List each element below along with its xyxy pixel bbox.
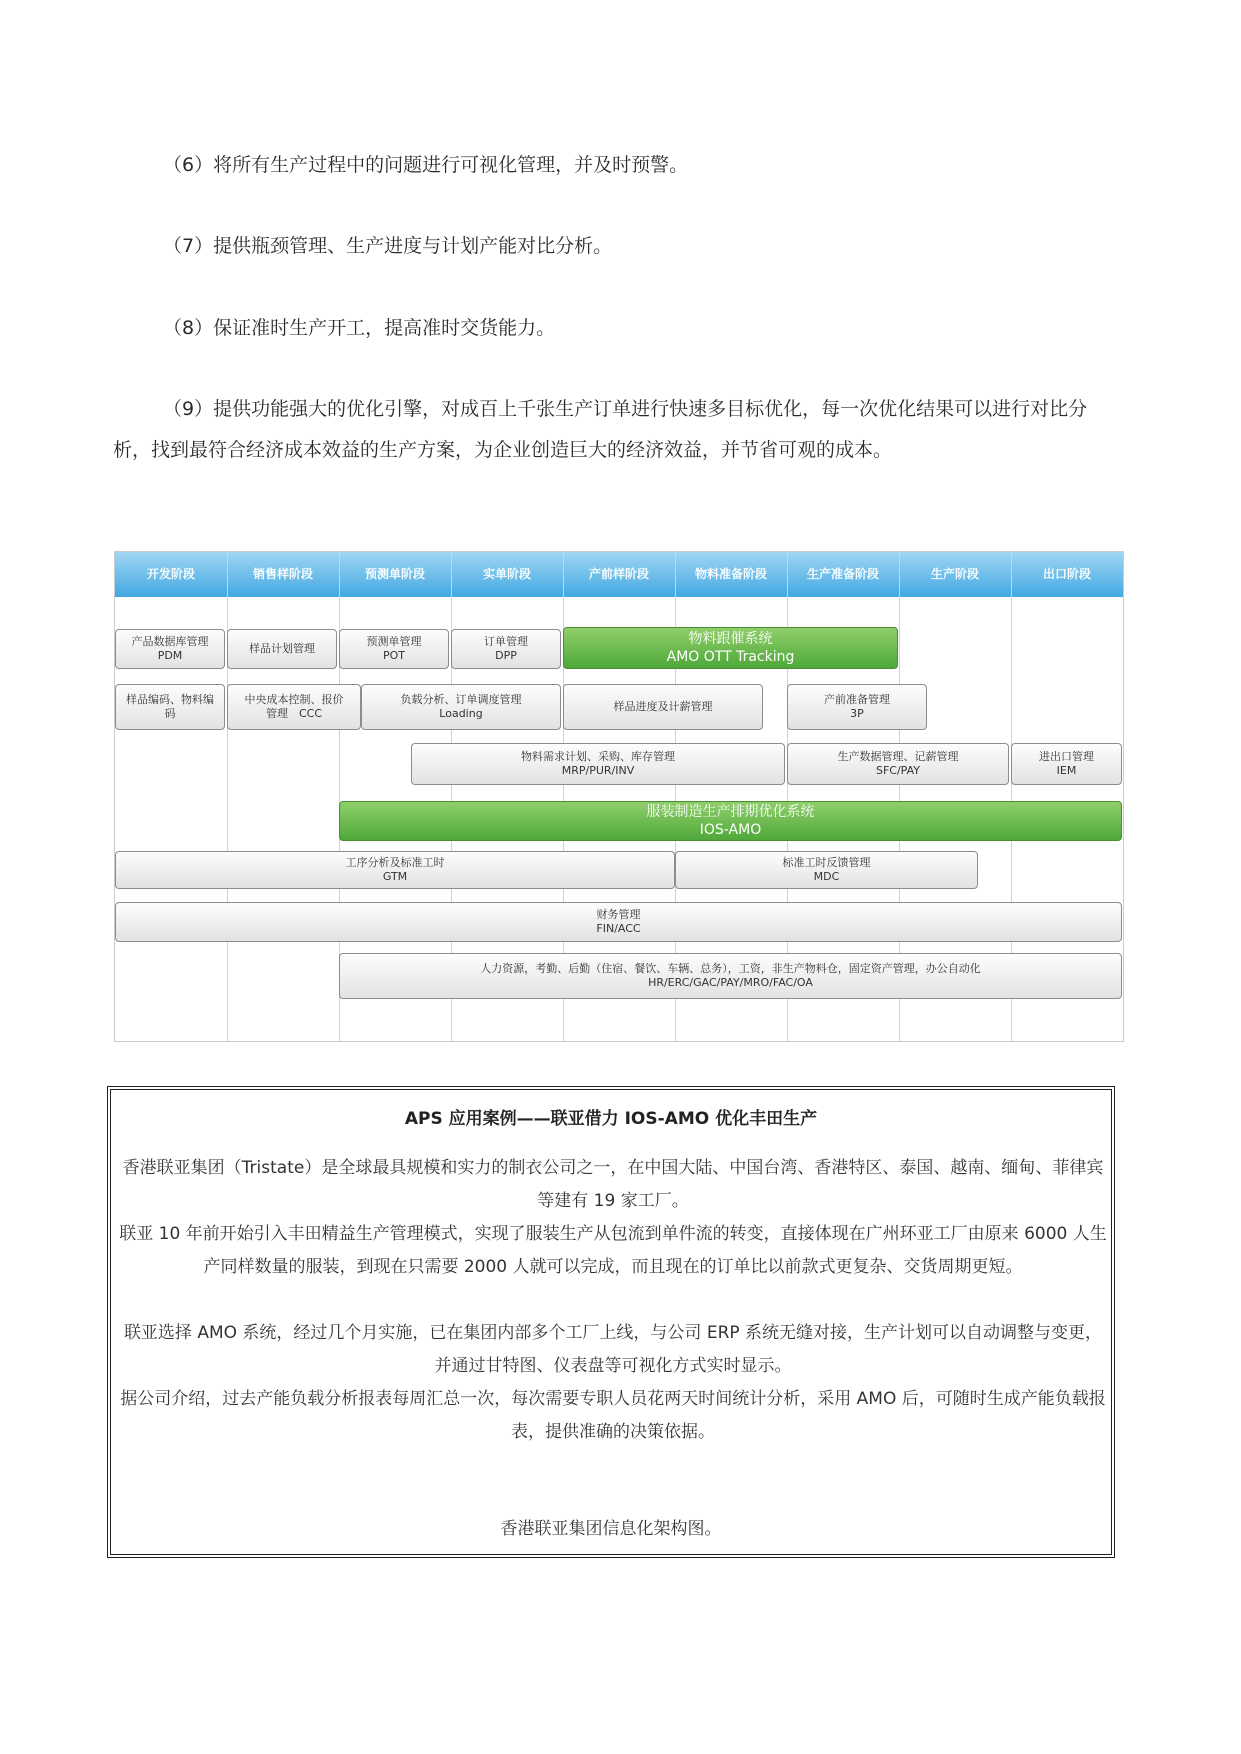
- it-architecture-diagram: [114, 551, 1124, 1042]
- module-name: 服装制造生产排期优化系统: [646, 804, 815, 820]
- module-code: POT: [382, 649, 405, 662]
- module-code: IEM: [1056, 764, 1077, 777]
- module-ott-tracking: [563, 627, 898, 669]
- module-code: FIN/ACC: [596, 922, 641, 935]
- module-pot: [339, 629, 449, 669]
- module-name: 标准工时反馈管理: [782, 856, 871, 869]
- module-code: MDC: [813, 870, 840, 883]
- module-sample-progress: [563, 684, 763, 730]
- case-paragraph: 联亚 10 年前开始引入丰田精益生产管理模式，实现了服装生产从包流到单件流的转变，直接体现在广州环亚工厂由原来 6000 人生产同样数量的服装，到现在只需要 2000 人就可以完成，而且现在的订单比以前款式更复杂、交货周期更短。: [119, 1224, 1107, 1277]
- module-mrp: [411, 743, 785, 785]
- module-name: 进出口管理: [1039, 750, 1094, 763]
- module-mdc: [675, 851, 978, 889]
- module-name: 负载分析、订单调度管理: [400, 693, 522, 706]
- module-name: 中央成本控制、报价: [244, 693, 344, 706]
- module-pre-production: [787, 684, 927, 730]
- module-code: 3P: [850, 707, 864, 720]
- module-dpp: [451, 629, 561, 669]
- module-code: GTM: [382, 870, 408, 883]
- stage-label: 生产阶段: [930, 567, 979, 581]
- module-name: 物料需求计划、采购、库存管理: [521, 750, 675, 763]
- module-name: 订单管理: [484, 635, 528, 648]
- module-name: 预测单管理: [366, 635, 422, 648]
- module-code: MRP/PUR/INV: [561, 764, 635, 777]
- stage-label: 出口阶段: [1042, 567, 1091, 581]
- case-paragraph: 联亚选择 AMO 系统，经过几个月实施，已在集团内部多个工厂上线，与公司 ERP 系统无缝对接，生产计划可以自动调整与变更，并通过甘特图、仪表盘等可视化方式实时显示。: [123, 1323, 1103, 1376]
- module-code: 管理 CCC: [265, 707, 323, 720]
- stage-label: 实单阶段: [482, 567, 531, 581]
- module-code: HR/ERC/GAC/PAY/MRO/FAC/OA: [648, 976, 813, 989]
- module-code: PDM: [157, 649, 183, 662]
- module-ccc: [227, 684, 361, 730]
- case-title: APS 应用案例——联亚借力 IOS-AMO 优化丰田生产: [404, 1109, 818, 1129]
- case-paragraph: 据公司介绍，过去产能负载分析报表每周汇总一次，每次需要专职人员花两天时间统计分析，采用 AMO 后，可随时生成产能负载报表，提供准确的决策依据。: [120, 1389, 1106, 1442]
- module-sfc: [787, 743, 1009, 785]
- module-name: 产前准备管理: [824, 693, 890, 706]
- module-code: DPP: [495, 649, 517, 662]
- paragraph-6: （6）将所有生产过程中的问题进行可视化管理，并及时预警。: [163, 154, 689, 176]
- module-pdm: [115, 629, 225, 669]
- stage-label: 开发阶段: [146, 567, 195, 581]
- module-code: SFC/PAY: [875, 764, 921, 777]
- stage-label: 预测单阶段: [364, 567, 425, 581]
- module-name: 工序分析及标准工时: [345, 856, 445, 869]
- stage-label: 销售样阶段: [252, 567, 313, 581]
- paragraph-9: （9）提供功能强大的优化引擎，对成百上千张生产订单进行快速多目标优化，每一次优化结果可以进行对比分析，找到最符合经济成本效益的生产方案，为企业创造巨大的经济效益，并节省可观的成本。: [113, 398, 1088, 461]
- module-name: 生产数据管理、记薪管理: [837, 750, 959, 763]
- module-name: 物料跟催系统: [688, 631, 773, 647]
- module-hr: [339, 953, 1122, 999]
- module-name: 产品数据库管理: [131, 635, 209, 648]
- module-name: 财务管理: [596, 908, 641, 921]
- module-iem: [1011, 743, 1122, 785]
- module-name: 样品编码、物料编码: [126, 693, 214, 720]
- module-fin: [115, 902, 1122, 942]
- paragraph-7: （7）提供瓶颈管理、生产进度与计划产能对比分析。: [163, 235, 613, 257]
- column-divider: [227, 552, 228, 1041]
- module-name: 样品进度及计薪管理: [613, 700, 713, 713]
- case-study-box: [107, 1086, 1115, 1558]
- stage-label: 生产准备阶段: [806, 567, 879, 581]
- paragraph-8: （8）保证准时生产开工，提高准时交货能力。: [163, 317, 556, 339]
- stage-label: 产前样阶段: [588, 567, 649, 581]
- module-code: IOS-AMO: [699, 822, 762, 838]
- stage-label: 物料准备阶段: [694, 567, 767, 581]
- module-name: 人力资源，考勤、后勤（住宿、餐饮、车辆、总务），工资，非生产物料仓，固定资产管理，办公自动化: [480, 962, 981, 975]
- module-code: Loading: [439, 707, 483, 720]
- case-footer: 香港联亚集团信息化架构图。: [500, 1519, 722, 1539]
- module-code: AMO OTT Tracking: [666, 649, 795, 665]
- module-sample-plan: [227, 629, 337, 669]
- module-gtm: [115, 851, 675, 889]
- module-ios-amo: [339, 801, 1122, 841]
- case-paragraph: 香港联亚集团（Tristate）是全球最具规模和实力的制衣公司之一，在中国大陆、中国台湾、香港特区、泰国、越南、缅甸、菲律宾等建有 19 家工厂。: [122, 1158, 1104, 1211]
- stage-header-bar: [115, 552, 1123, 597]
- module-loading: [361, 684, 561, 730]
- module-name: 样品计划管理: [249, 642, 315, 655]
- module-sample-code: [115, 684, 225, 730]
